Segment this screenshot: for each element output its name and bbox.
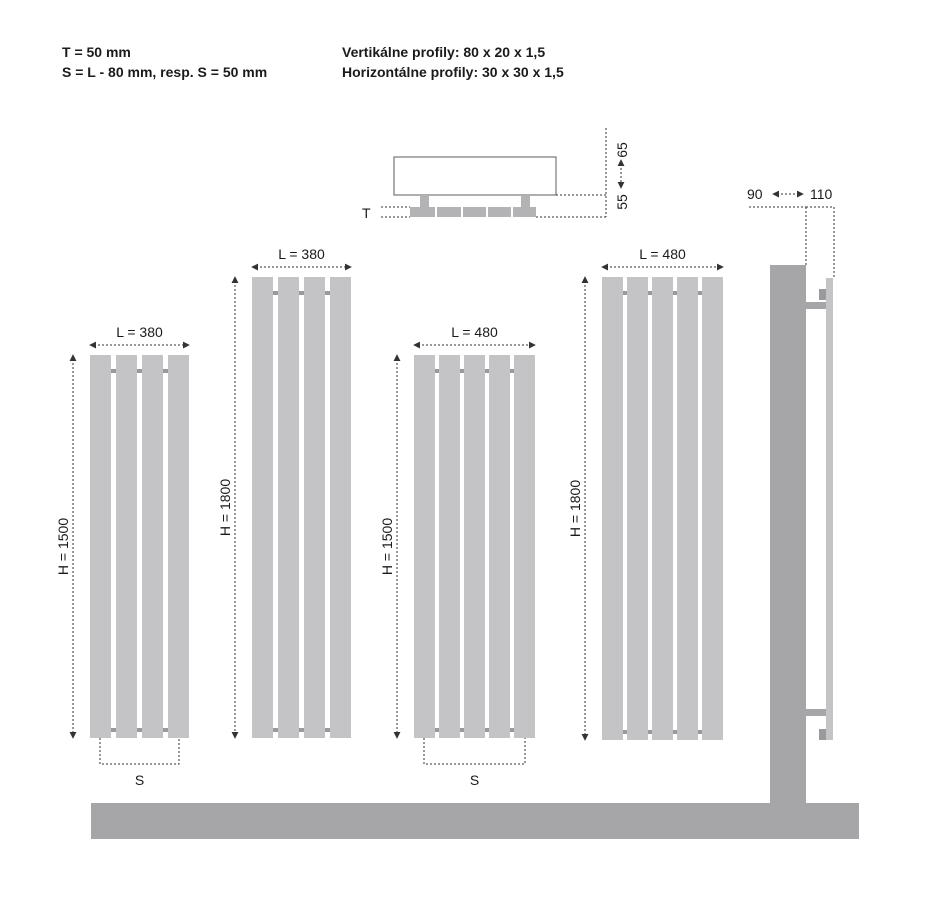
vertical-profile xyxy=(489,355,510,738)
horizontal-profile xyxy=(435,728,439,732)
vertical-profile xyxy=(677,277,698,740)
horizontal-profile xyxy=(325,728,330,732)
vertical-profile xyxy=(514,355,535,738)
width-label: L = 480 xyxy=(451,324,498,340)
side-cap-top xyxy=(819,289,827,300)
horizontal-profile xyxy=(163,728,168,732)
wall xyxy=(770,265,806,810)
height-label: H = 1800 xyxy=(217,478,233,537)
top-view-bracket-right xyxy=(521,195,530,207)
spec-vertical-profiles: Vertikálne profily: 80 x 20 x 1,5 xyxy=(342,44,546,60)
width-label: L = 480 xyxy=(639,246,686,262)
horizontal-profile xyxy=(299,728,304,732)
s-label: S xyxy=(134,772,145,788)
dim-wall-right-label: 110 xyxy=(810,186,833,202)
vertical-profile xyxy=(439,355,460,738)
vertical-profile xyxy=(627,277,648,740)
horizontal-profile xyxy=(137,369,142,373)
horizontal-profile xyxy=(673,730,677,734)
width-label: L = 380 xyxy=(278,246,325,262)
radiator-group xyxy=(55,246,723,788)
side-radiator-profile xyxy=(826,278,833,740)
dim-wall-left-label: 90 xyxy=(747,186,763,202)
top-view xyxy=(362,128,630,221)
top-view-bracket-left xyxy=(420,195,429,207)
vertical-profile xyxy=(116,355,137,738)
vertical-profile xyxy=(278,277,299,738)
height-label: H = 1800 xyxy=(567,479,583,538)
horizontal-profile xyxy=(485,728,489,732)
spec-thickness: T = 50 mm xyxy=(62,44,131,60)
vertical-profile xyxy=(304,277,325,738)
horizontal-profile xyxy=(137,728,142,732)
vertical-profile xyxy=(602,277,623,740)
horizontal-profile xyxy=(648,291,652,295)
top-view-body xyxy=(394,157,556,195)
horizontal-profile xyxy=(460,728,464,732)
side-cap-bottom xyxy=(819,729,827,740)
radiator-3 xyxy=(379,324,535,788)
dim-top-label: 65 xyxy=(614,142,630,158)
width-label: L = 380 xyxy=(116,324,163,340)
s-label: S xyxy=(469,772,480,788)
horizontal-profile xyxy=(623,291,627,295)
vertical-profile xyxy=(330,277,351,738)
wall-bracket-top xyxy=(806,302,828,309)
horizontal-profile xyxy=(299,291,304,295)
vertical-profile xyxy=(652,277,673,740)
height-label: H = 1500 xyxy=(379,517,395,576)
radiator-4 xyxy=(567,246,723,740)
horizontal-profile xyxy=(460,369,464,373)
vertical-profile xyxy=(168,355,189,738)
horizontal-profile xyxy=(485,369,489,373)
horizontal-profile xyxy=(111,728,116,732)
radiator-1 xyxy=(55,324,189,788)
vertical-profile xyxy=(142,355,163,738)
horizontal-profile xyxy=(698,291,702,295)
spec-horizontal-profiles: Horizontálne profily: 30 x 30 x 1,5 xyxy=(342,64,564,80)
horizontal-profile xyxy=(698,730,702,734)
radiator-2 xyxy=(217,246,351,738)
t-label: T xyxy=(362,205,371,221)
horizontal-profile xyxy=(510,369,514,373)
vertical-profile xyxy=(702,277,723,740)
horizontal-profile xyxy=(273,728,278,732)
vertical-profile xyxy=(252,277,273,738)
vertical-profile xyxy=(90,355,111,738)
horizontal-profile xyxy=(111,369,116,373)
vertical-profile xyxy=(464,355,485,738)
top-view-profiles xyxy=(410,207,536,217)
spec-spacing: S = L - 80 mm, resp. S = 50 mm xyxy=(62,64,268,80)
floor xyxy=(91,803,859,839)
horizontal-profile xyxy=(435,369,439,373)
horizontal-profile xyxy=(623,730,627,734)
horizontal-profile xyxy=(673,291,677,295)
horizontal-profile xyxy=(325,291,330,295)
horizontal-profile xyxy=(273,291,278,295)
wall-bracket-bottom xyxy=(806,709,828,716)
height-label: H = 1500 xyxy=(55,517,71,576)
horizontal-profile xyxy=(510,728,514,732)
dim-bottom-label: 55 xyxy=(614,194,630,210)
horizontal-profile xyxy=(163,369,168,373)
vertical-profile xyxy=(414,355,435,738)
horizontal-profile xyxy=(648,730,652,734)
